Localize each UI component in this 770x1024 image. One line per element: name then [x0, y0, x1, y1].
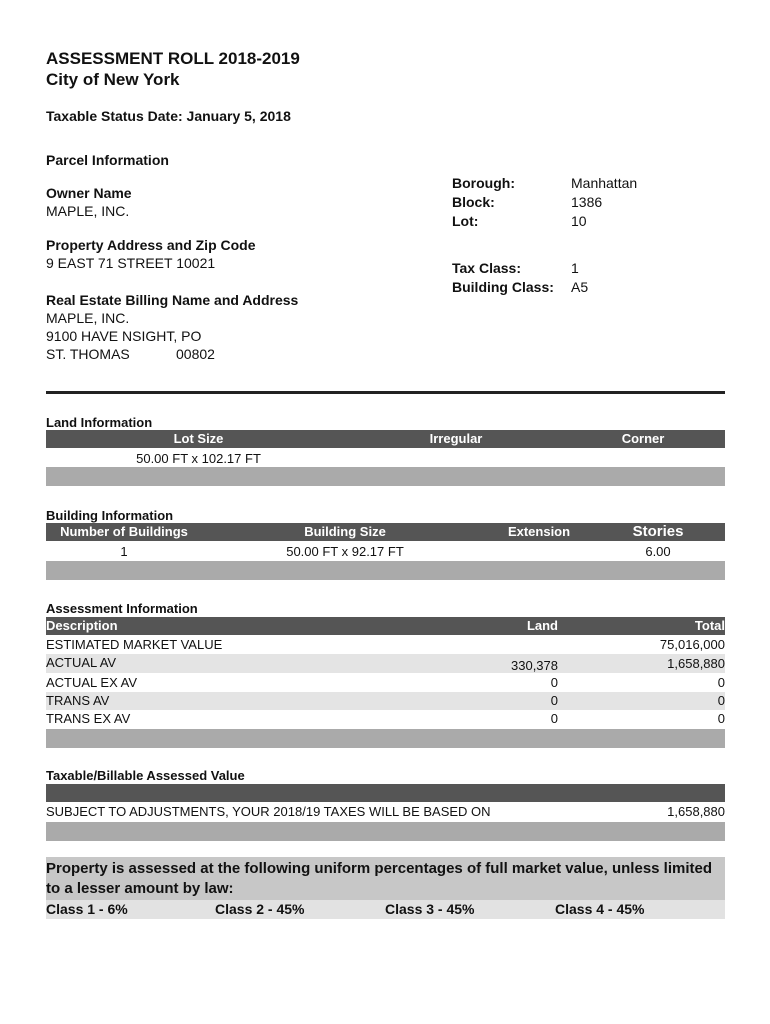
row-total: 0 [717, 675, 725, 690]
row-land: 0 [550, 693, 558, 708]
page-title [46, 48, 300, 90]
col-stories: Stories [632, 523, 684, 540]
row-land: 330,378 [511, 658, 558, 673]
building-footer-bar [46, 561, 725, 580]
building-header-bar [46, 523, 725, 541]
uniform-percentages-box [46, 857, 725, 919]
taxable-footer-bar [46, 822, 725, 841]
assessment-footer-bar [46, 729, 725, 748]
taxable-value: 1,658,880 [667, 804, 725, 819]
row-description: TRANS AV [46, 693, 110, 708]
building-class-value: A5 [571, 279, 589, 295]
billing-line2: 9100 HAVE NSIGHT, PO [46, 328, 202, 344]
lot-label: Lot: [452, 213, 479, 229]
col-description: Description [46, 618, 118, 633]
stories-value: 6.00 [645, 544, 671, 559]
address-label: Property Address and Zip Code [46, 237, 256, 253]
building-class-label: Building Class: [452, 279, 554, 295]
lot-size-value: 50.00 FT x 102.17 FT [136, 451, 261, 466]
document-subtitle: City of New York [46, 70, 180, 89]
borough-value: Manhattan [571, 175, 638, 191]
assessment-heading: Assessment Information [46, 601, 198, 616]
owner-value: MAPLE, INC. [46, 203, 130, 219]
col-extension: Extension [507, 524, 571, 539]
class3-percentage: Class 3 - 45% [385, 901, 475, 917]
class-percentages-row [46, 900, 725, 919]
taxable-statement: SUBJECT TO ADJUSTMENTS, YOUR 2018/19 TAXES WILL BE BASED ON [46, 804, 491, 819]
uniform-percentages-text: Property is assessed at the following uniform percentages of full market value, unless limited to a lesser amount by law: [46, 860, 713, 897]
tax-class-label: Tax Class: [452, 260, 521, 276]
col-total: Total [694, 618, 725, 633]
billing-label: Real Estate Billing Name and Address [46, 292, 299, 308]
col-number-buildings: Number of Buildings [60, 524, 188, 539]
parcel-heading: Parcel Information [46, 152, 169, 168]
row-description: ESTIMATED MARKET VALUE [46, 637, 223, 652]
row-land: 0 [550, 675, 558, 690]
lot-value: 10 [571, 213, 587, 229]
number-buildings-value: 1 [120, 544, 128, 559]
owner-label: Owner Name [46, 185, 132, 201]
row-total: 0 [717, 711, 725, 726]
row-total: 1,658,880 [667, 656, 725, 671]
building-size-value: 50.00 FT x 92.17 FT [286, 544, 404, 559]
block-value: 1386 [571, 194, 603, 210]
tax-class-value: 1 [571, 260, 579, 276]
row-total: 0 [717, 693, 725, 708]
billing-line1: MAPLE, INC. [46, 310, 130, 326]
table-row [46, 635, 725, 654]
land-heading: Land Information [46, 415, 153, 430]
building-heading: Building Information [46, 508, 174, 523]
col-building-size: Building Size [304, 524, 386, 539]
billing-city: ST. THOMAS [46, 346, 130, 362]
block-label: Block: [452, 194, 495, 210]
land-footer-bar [46, 467, 725, 486]
row-land: 0 [550, 711, 558, 726]
table-row [46, 673, 725, 692]
col-corner: Corner [621, 431, 665, 446]
taxable-status-date: Taxable Status Date: January 5, 2018 [46, 108, 291, 124]
billing-zip: 00802 [176, 346, 215, 362]
taxable-heading: Taxable/Billable Assessed Value [46, 768, 245, 783]
class2-percentage: Class 2 - 45% [215, 901, 305, 917]
row-description: ACTUAL AV [46, 655, 117, 670]
col-irregular: Irregular [429, 431, 483, 446]
row-description: ACTUAL EX AV [46, 675, 138, 690]
class4-percentage: Class 4 - 45% [555, 901, 645, 917]
table-row [46, 654, 725, 673]
document-title: ASSESSMENT ROLL 2018-2019 [46, 49, 300, 68]
borough-label: Borough: [452, 175, 515, 191]
address-value: 9 EAST 71 STREET 10021 [46, 255, 216, 271]
row-description: TRANS EX AV [46, 711, 131, 726]
table-row [46, 710, 725, 729]
taxable-header-bar [46, 784, 725, 802]
col-lot-size: Lot Size [173, 431, 224, 446]
col-land: Land [526, 618, 558, 633]
class1-percentage: Class 1 - 6% [46, 901, 128, 917]
row-total: 75,016,000 [659, 637, 725, 652]
table-row [46, 692, 725, 710]
land-header-bar [46, 430, 725, 448]
assessment-header-bar [46, 617, 725, 635]
section-divider [46, 391, 725, 394]
